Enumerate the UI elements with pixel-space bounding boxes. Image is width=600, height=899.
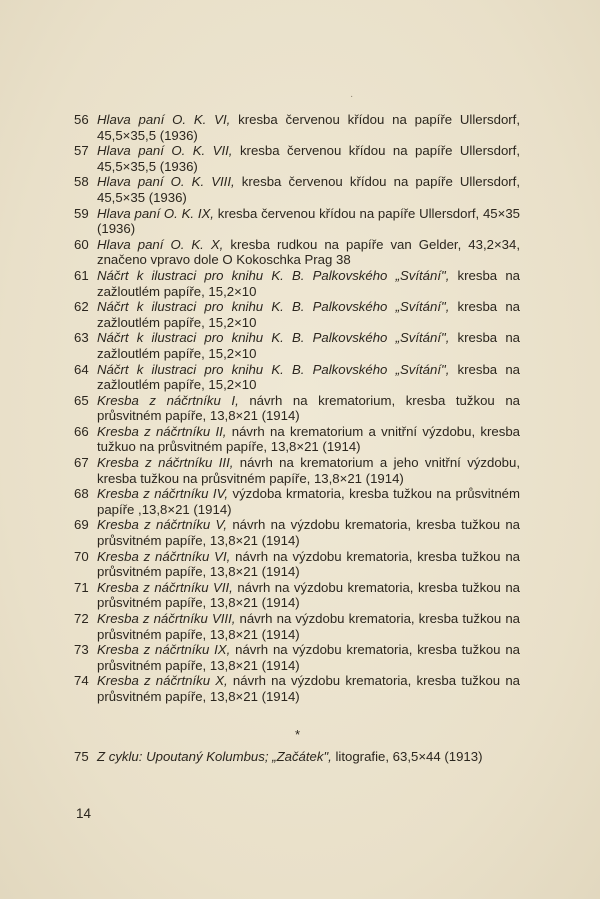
- entry-description: návrh na krematorium a vnitřní výzdobu, kresba tužkuo na průsvitném papíře, 13,8×21 (1914): [97, 423, 520, 455]
- catalog-entry: [74, 517, 520, 548]
- entry-title: Kresba z náčrtníku III,: [97, 455, 234, 471]
- entry-description: návrh na výzdobu krematoria, kresba tužkou na průsvitném papíře, 13,8×21 (1914): [97, 548, 521, 580]
- entry-number: 58: [74, 174, 89, 190]
- entry-description: litografie, 63,5×44 (1913): [331, 749, 483, 764]
- entry-title: Hlava paní O. K. VIII,: [97, 174, 235, 190]
- entry-description: kresba na zažloutlém papíře, 15,2×10: [97, 330, 520, 361]
- entry-number: 62: [74, 299, 89, 315]
- catalog-entry: [74, 611, 520, 642]
- catalog-entry: [74, 424, 520, 455]
- catalog-entry: [74, 330, 520, 361]
- entry-number: 63: [74, 330, 89, 346]
- entry-number: 72: [74, 611, 89, 626]
- entry-number: 73: [74, 642, 89, 658]
- entry-description: návrh na výzdobu krematoria, kresba tužkou na průsvitném papíře, 13,8×21 (1914): [97, 517, 521, 549]
- entry-number: 70: [74, 548, 89, 564]
- entry-number: 67: [74, 455, 89, 471]
- entry-description: kresba na zažloutlém papíře, 15,2×10: [97, 267, 520, 299]
- catalog-entry: [74, 143, 520, 174]
- entry-number: 56: [74, 112, 89, 127]
- catalog-entry: [74, 237, 520, 268]
- ink-speck: ·: [350, 91, 354, 102]
- entry-number: 65: [74, 392, 89, 408]
- entry-title: Kresba z náčrtníku VI,: [97, 548, 231, 564]
- entry-number: 68: [74, 486, 89, 502]
- entry-description: kresba červenou křídou na papíře Ullersdorf, 45,5×35,5 (1936): [97, 112, 520, 143]
- entry-title: Náčrt k ilustraci pro knihu K. B. Palkovského „Svítání",: [97, 330, 450, 346]
- catalog-entry-75: [74, 749, 543, 765]
- entry-number: 60: [74, 236, 89, 252]
- catalog-entry: [74, 299, 520, 330]
- entry-number: 74: [74, 673, 89, 689]
- entry-number: 75: [74, 749, 89, 764]
- entry-title: Kresba z náčrtníku I,: [97, 392, 239, 408]
- catalog-entry: [74, 486, 520, 517]
- catalog-entry: [74, 112, 520, 143]
- entry-title: Hlava paní O. K. VI,: [97, 112, 231, 127]
- entry-title: Kresba z náčrtníku VII,: [97, 579, 233, 595]
- entry-title: Kresba z náčrtníku II,: [97, 423, 227, 439]
- catalog-entry: [74, 393, 520, 424]
- entry-description: kresba na zažloutlém papíře, 15,2×10: [97, 299, 520, 330]
- catalog-entry: [74, 549, 520, 580]
- catalog-entry: [74, 580, 520, 611]
- entry-number: 69: [74, 517, 89, 533]
- catalog-entry: [74, 673, 520, 704]
- catalog-entry: [74, 455, 520, 486]
- entry-number: 61: [74, 267, 89, 283]
- entry-title: Náčrt k ilustraci pro knihu K. B. Palkovského „Svítání",: [97, 299, 450, 315]
- entry-description: kresba rudkou na papíře van Gelder, 43,2×34, značeno vpravo dole O Kokoschka Prag 38: [97, 236, 520, 268]
- entry-description: výzdoba krmatoria, kresba tužkou na průsvitném papíře ,13,8×21 (1914): [97, 486, 520, 517]
- entry-description: návrh na výzdobu krematoria, kresba tužkou na průsvitném papíře, 13,8×21 (1914): [97, 579, 521, 611]
- entry-title: Kresba z náčrtníku VIII,: [97, 611, 236, 626]
- entry-description: kresba červenou křídou na papíře Ullersdorf, 45×35 (1936): [97, 205, 520, 237]
- entry-description: kresba na zažloutlém papíře, 15,2×10: [97, 361, 520, 393]
- entry-number: 66: [74, 423, 89, 439]
- catalog-entry: [74, 268, 520, 299]
- entry-title: Kresba z náčrtníku IV,: [97, 486, 229, 502]
- entry-description: návrh na výzdobu krematoria, kresba tužkou na průsvitném papíře, 13,8×21 (1914): [97, 611, 520, 642]
- entry-title: Kresba z náčrtníku V,: [97, 517, 228, 533]
- entry-title: Kresba z náčrtníku X,: [97, 673, 228, 689]
- entry-title: Hlava paní O. K. VII,: [97, 143, 233, 159]
- entry-title: Hlava paní O. K. X,: [97, 236, 224, 252]
- entry-number: 57: [74, 143, 89, 159]
- entry-number: 64: [74, 361, 89, 377]
- catalog-entries: [74, 112, 520, 705]
- page-number: 14: [76, 806, 92, 821]
- entry-title: Z cyklu: Upoutaný Kolumbus; „Začátek",: [97, 749, 332, 764]
- entry-title: Náčrt k ilustraci pro knihu K. B. Palkovského „Svítání",: [97, 361, 450, 377]
- entry-description: návrh na výzdobu krematoria, kresba tužkou na průsvitném papíře, 13,8×21 (1914): [97, 673, 521, 704]
- entry-number: 59: [74, 205, 89, 221]
- entry-description: návrh na krematorium a jeho vnitřní výzdobu, kresba tužkou na průsvitném papíře, 13,8×21 (1914): [97, 455, 520, 486]
- entry-description: kresba červenou křídou na papíře Ullersdorf, 45,5×35 (1936): [97, 174, 520, 205]
- entry-description: návrh na krematorium, kresba tužkou na průsvitném papíře, 13,8×21 (1914): [97, 392, 520, 424]
- entry-number: 71: [74, 579, 89, 595]
- section-separator: *: [295, 727, 301, 742]
- catalog-entry: [74, 206, 520, 237]
- entry-description: kresba červenou křídou na papíře Ullersdorf, 45,5×35,5 (1936): [97, 143, 520, 174]
- entry-title: Náčrt k ilustraci pro knihu K. B. Palkovského „Svítání",: [97, 267, 450, 283]
- entry-description: návrh na výzdobu krematoria, kresba tužkou na průsvitném papíře, 13,8×21 (1914): [97, 642, 521, 673]
- catalog-entry: [74, 174, 520, 205]
- entry-title: Kresba z náčrtníku IX,: [97, 642, 231, 658]
- catalog-entry: [74, 362, 520, 393]
- entry-title: Hlava paní O. K. IX,: [97, 205, 214, 221]
- catalog-entry: [74, 642, 520, 673]
